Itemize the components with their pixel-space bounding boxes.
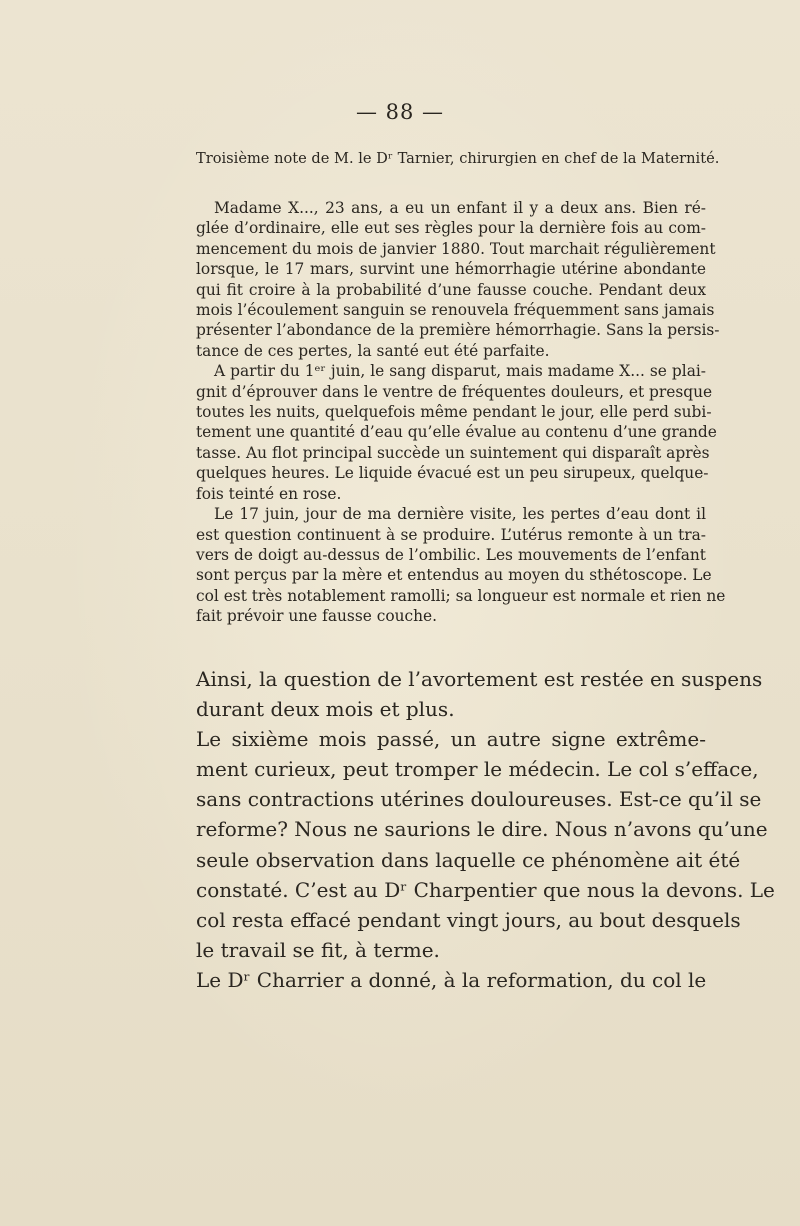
text-line: vers de doigt au-dessus de l’ombilic. Les mouvements de l’enfant [196, 545, 706, 564]
text-line: Le sixième mois passé, un autre signe extrême- [196, 727, 706, 752]
text-line: tement une quantité d’eau qu’elle évalue au contenu d’une grande [196, 423, 717, 442]
page-number: — 88 — [355, 100, 445, 124]
note-paragraph [196, 504, 726, 626]
body-text [196, 664, 775, 995]
text-line: Madame X..., 23 ans, a eu un enfant il y a deux ans. Bien ré- [214, 199, 706, 217]
text-line: le travail se fit, à terme. [196, 937, 440, 962]
body-paragraph [196, 724, 775, 965]
text-line: tance de ces pertes, la santé eut été parfaite. [196, 341, 550, 360]
text-line: durant deux mois et plus. [196, 697, 455, 722]
text-line: sans contractions utérines douloureuses. Est-ce qu’il se [196, 787, 762, 812]
text-line: gnit d’éprouver dans le ventre de fréquentes douleurs, et presque [196, 382, 713, 401]
body-paragraph [196, 965, 706, 995]
text-line: Le 17 juin, jour de ma dernière visite, les pertes d’eau dont il [214, 505, 706, 524]
text-line: sont perçus par la mère et entendus au moyen du sthétoscope. Le [196, 566, 712, 585]
text-line: présenter l’abondance de la première hémorrhagie. Sans la persis- [196, 321, 720, 340]
note-heading: Troisième note de M. le Dʳ Tarnier, chirurgien en chef de la Maternité. [196, 150, 720, 167]
text-line: Ainsi, la question de l’avortement est restée en suspens [196, 667, 763, 691]
text-line: reforme? Nous ne saurions le dire. Nous n’avons qu’une [196, 817, 768, 842]
text-line: constaté. C’est au Dʳ Charpentier que nous la devons. Le [196, 877, 775, 902]
text-line: est question continuent à se produire. L’utérus remonte à un tra- [196, 525, 706, 544]
note-paragraph [196, 198, 720, 361]
text-line: tasse. Au flot principal succède un suintement qui disparaît après [196, 443, 710, 462]
note-text [196, 198, 726, 627]
text-line: col resta effacé pendant vingt jours, au bout desquels [196, 907, 741, 932]
text-line: qui fit croire à la probabilité d’une fausse couche. Pendant deux [196, 280, 706, 299]
text-line: glée d’ordinaire, elle eut ses règles pour la dernière fois au com- [196, 219, 706, 238]
text-line: mencement du mois de janvier 1880. Tout marchait régulièrement [196, 239, 716, 258]
text-line: fait prévoir une fausse couche. [196, 607, 438, 626]
text-line: quelques heures. Le liquide évacué est un peu sirupeux, quelque- [196, 464, 709, 483]
text-line: A partir du 1ᵉʳ juin, le sang disparut, mais madame X... se plai- [214, 362, 706, 381]
note-paragraph [196, 361, 717, 504]
text-line: Le Dʳ Charrier a donné, à la reformation, du col le [196, 967, 707, 992]
text-line: col est très notablement ramolli; sa longueur est normale et rien ne [196, 586, 726, 605]
text-line: mois l’écoulement sanguin se renouvela fréquemment sans jamais [196, 301, 715, 320]
text-line: ment curieux, peut tromper le médecin. Le col s’efface, [196, 757, 759, 782]
text-line: toutes les nuits, quelquefois même pendant le jour, elle perd subi- [196, 403, 712, 422]
text-line: fois teinté en rose. [196, 484, 342, 503]
body-paragraph [196, 664, 763, 724]
text-line: lorsque, le 17 mars, survint une hémorrhagie utérine abondante [196, 260, 706, 279]
text-line: seule observation dans laquelle ce phénomène ait été [196, 847, 741, 872]
